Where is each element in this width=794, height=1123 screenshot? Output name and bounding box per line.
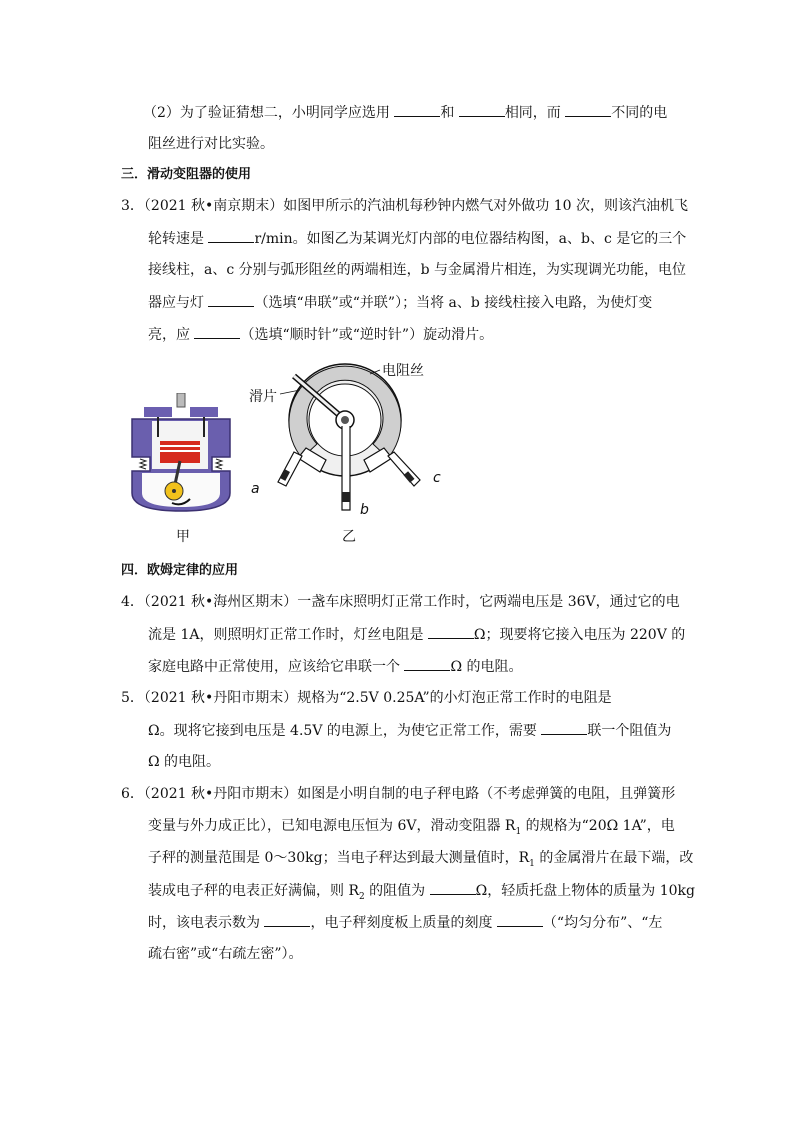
potentiometer-diagram [240,360,460,520]
q6-subscript: 2 [359,891,365,902]
q3-line-2 [148,228,686,249]
q3-text: r/min。如图乙为某调光灯内部的电位器结构图，a、b、c 是它的三个 [254,231,687,247]
q6-text: 子秤的测量范围是 0～30kg；当电子秤达到最大测量值时，R [148,850,530,866]
answer-blank[interactable] [541,720,587,735]
q5-line-2 [148,720,671,741]
q2-line-1 [143,102,667,123]
figure-label-jia: 甲 [176,529,190,545]
q2-line-2: 阻丝进行对比实验。 [148,136,274,152]
q4-text: Ω 的电阻。 [450,659,523,675]
q3-text: 器应与灯 [148,295,209,311]
q5-line-1: 5．（2021 秋•丹阳市期末）规格为“2.5V 0.25A”的小灯泡正常工作时的电阻是 [121,690,612,706]
q2-text: （2）为了验证猜想二，小明同学应选用 [143,105,395,121]
label-terminal-c: c [433,470,441,486]
answer-blank[interactable] [428,624,474,639]
q6-line-4 [148,880,695,907]
label-terminal-b: b [360,502,369,518]
q5-text: Ω。现将它接到电压是 4.5V 的电源上，为使它正常工作，需要 [148,723,542,739]
q2-text: 不同的电 [611,105,668,121]
label-slider: 滑片 [249,389,277,405]
answer-blank[interactable] [208,228,254,243]
q3-line-1: 3．（2021 秋•南京期末）如图甲所示的汽油机每秒钟内燃气对外做功 10 次，则该汽油机飞 [121,198,688,214]
q4-text: 家庭电路中正常使用，应该给它串联一个 [148,659,405,675]
q3-text: 轮转速是 [148,231,209,247]
q2-text: 和 [440,105,459,121]
engine-diagram [128,393,238,513]
section-4-title: 四．欧姆定律的应用 [121,563,239,578]
q4-text: Ω；现要将它接入电压为 220V 的 [473,627,686,643]
q6-line-6: 疏右密”或“右疏左密”）。 [148,946,303,962]
q5-text: 联一个阻值为 [587,723,672,739]
label-terminal-a: a [251,481,260,497]
q3-text: 亮，应 [148,327,195,343]
q4-line-1: 4．（2021 秋•海州区期末）一盏车床照明灯正常工作时，它两端电压是 36V，通过它的电 [121,594,680,610]
q6-line-2 [148,816,675,842]
q5-line-3: Ω 的电阻。 [148,754,221,770]
q6-text: 的金属滑片在最下端，改 [534,850,694,866]
answer-blank[interactable] [264,912,310,927]
q3-text: （选填“串联”或“并联”）；当将 a、b 接线柱接入电路，为使灯变 [254,295,653,311]
answer-blank[interactable] [208,292,254,307]
section-3-title: 三．滑动变阻器的使用 [121,167,252,182]
q6-text: Ω，轻质托盘上物体的质量为 10kg [475,883,695,899]
q6-text: ，电子秤刻度板上质量的刻度 [310,915,497,931]
answer-blank[interactable] [394,102,440,117]
q6-subscript: 1 [515,826,522,837]
answer-blank[interactable] [194,324,240,339]
answer-blank[interactable] [404,656,450,671]
q6-subscript: 1 [529,858,535,869]
q6-line-5 [148,912,662,933]
answer-blank[interactable] [497,912,543,927]
q4-line-2 [148,624,685,645]
answer-blank[interactable] [430,880,476,895]
q6-text: 的阻值为 [364,883,430,899]
q4-line-3 [148,656,523,677]
q2-text: 相同，而 [504,105,566,121]
q6-text: 装成电子秤的电表正好满偏，则 R [148,883,359,899]
q6-text: 时，该电表示数为 [148,915,265,931]
q6-line-3 [148,848,693,874]
answer-blank[interactable] [565,102,611,117]
q6-text: 的规格为“20Ω 1A”，电 [521,818,675,834]
q3-line-4 [148,292,652,313]
q3-line-3: 接线柱，a、c 分别与弧形阻丝的两端相连，b 与金属滑片相连，为实现调光功能，电位 [148,262,687,278]
q3-text: （选填“顺时针”或“逆时针”）旋动滑片。 [240,327,494,343]
answer-blank[interactable] [459,102,505,117]
label-resistor-wire: 电阻丝 [382,363,424,379]
q6-text: （“均匀分布”、“左 [542,915,663,931]
figure-label-yi: 乙 [342,529,356,545]
q3-line-5 [148,324,493,345]
q4-text: 流是 1A，则照明灯正常工作时，灯丝电阻是 [148,627,428,643]
q6-text: 变量与外力成正比），已知电源电压恒为 6V，滑动变阻器 R [148,818,516,834]
q6-line-1: 6．（2021 秋•丹阳市期末）如图是小明自制的电子秤电路（不考虑弹簧的电阻，且弹簧形 [121,786,676,802]
